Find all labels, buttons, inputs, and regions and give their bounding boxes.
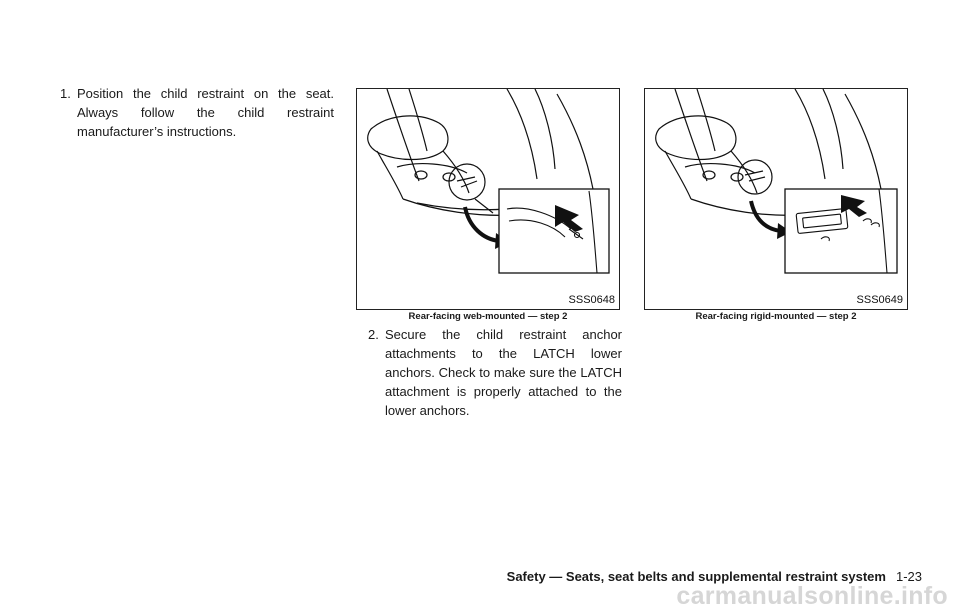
- figure-rigid-mounted: [644, 88, 908, 310]
- child-seat-web-mounted-illustration: [357, 89, 620, 310]
- figure-web-mounted: [356, 88, 620, 310]
- step-text: Secure the child restraint anchor attachments to the LATCH lower anchors. Check to make sure the LATCH attachment is properly attached to the lower anchors.: [385, 327, 622, 418]
- footer-section-title: Safety — Seats, seat belts and supplemental restraint system: [506, 569, 886, 584]
- figure-code: SSS0649: [856, 294, 903, 306]
- page-number: 1-23: [895, 569, 922, 584]
- step-2: [368, 325, 622, 420]
- watermark: carmanualsonline.info: [676, 582, 948, 610]
- step-number: 2.: [368, 327, 379, 342]
- step-number: 1.: [60, 86, 71, 101]
- figure-code: SSS0648: [568, 294, 615, 306]
- step-1: [60, 84, 334, 141]
- figure-caption: Rear-facing rigid-mounted — step 2: [695, 311, 857, 322]
- child-seat-rigid-mounted-illustration: [645, 89, 908, 310]
- step-text: Position the child restraint on the seat. Always follow the child restraint manufacturer’s instructions.: [77, 86, 334, 139]
- figure-caption: Rear-facing web-mounted — step 2: [408, 311, 568, 322]
